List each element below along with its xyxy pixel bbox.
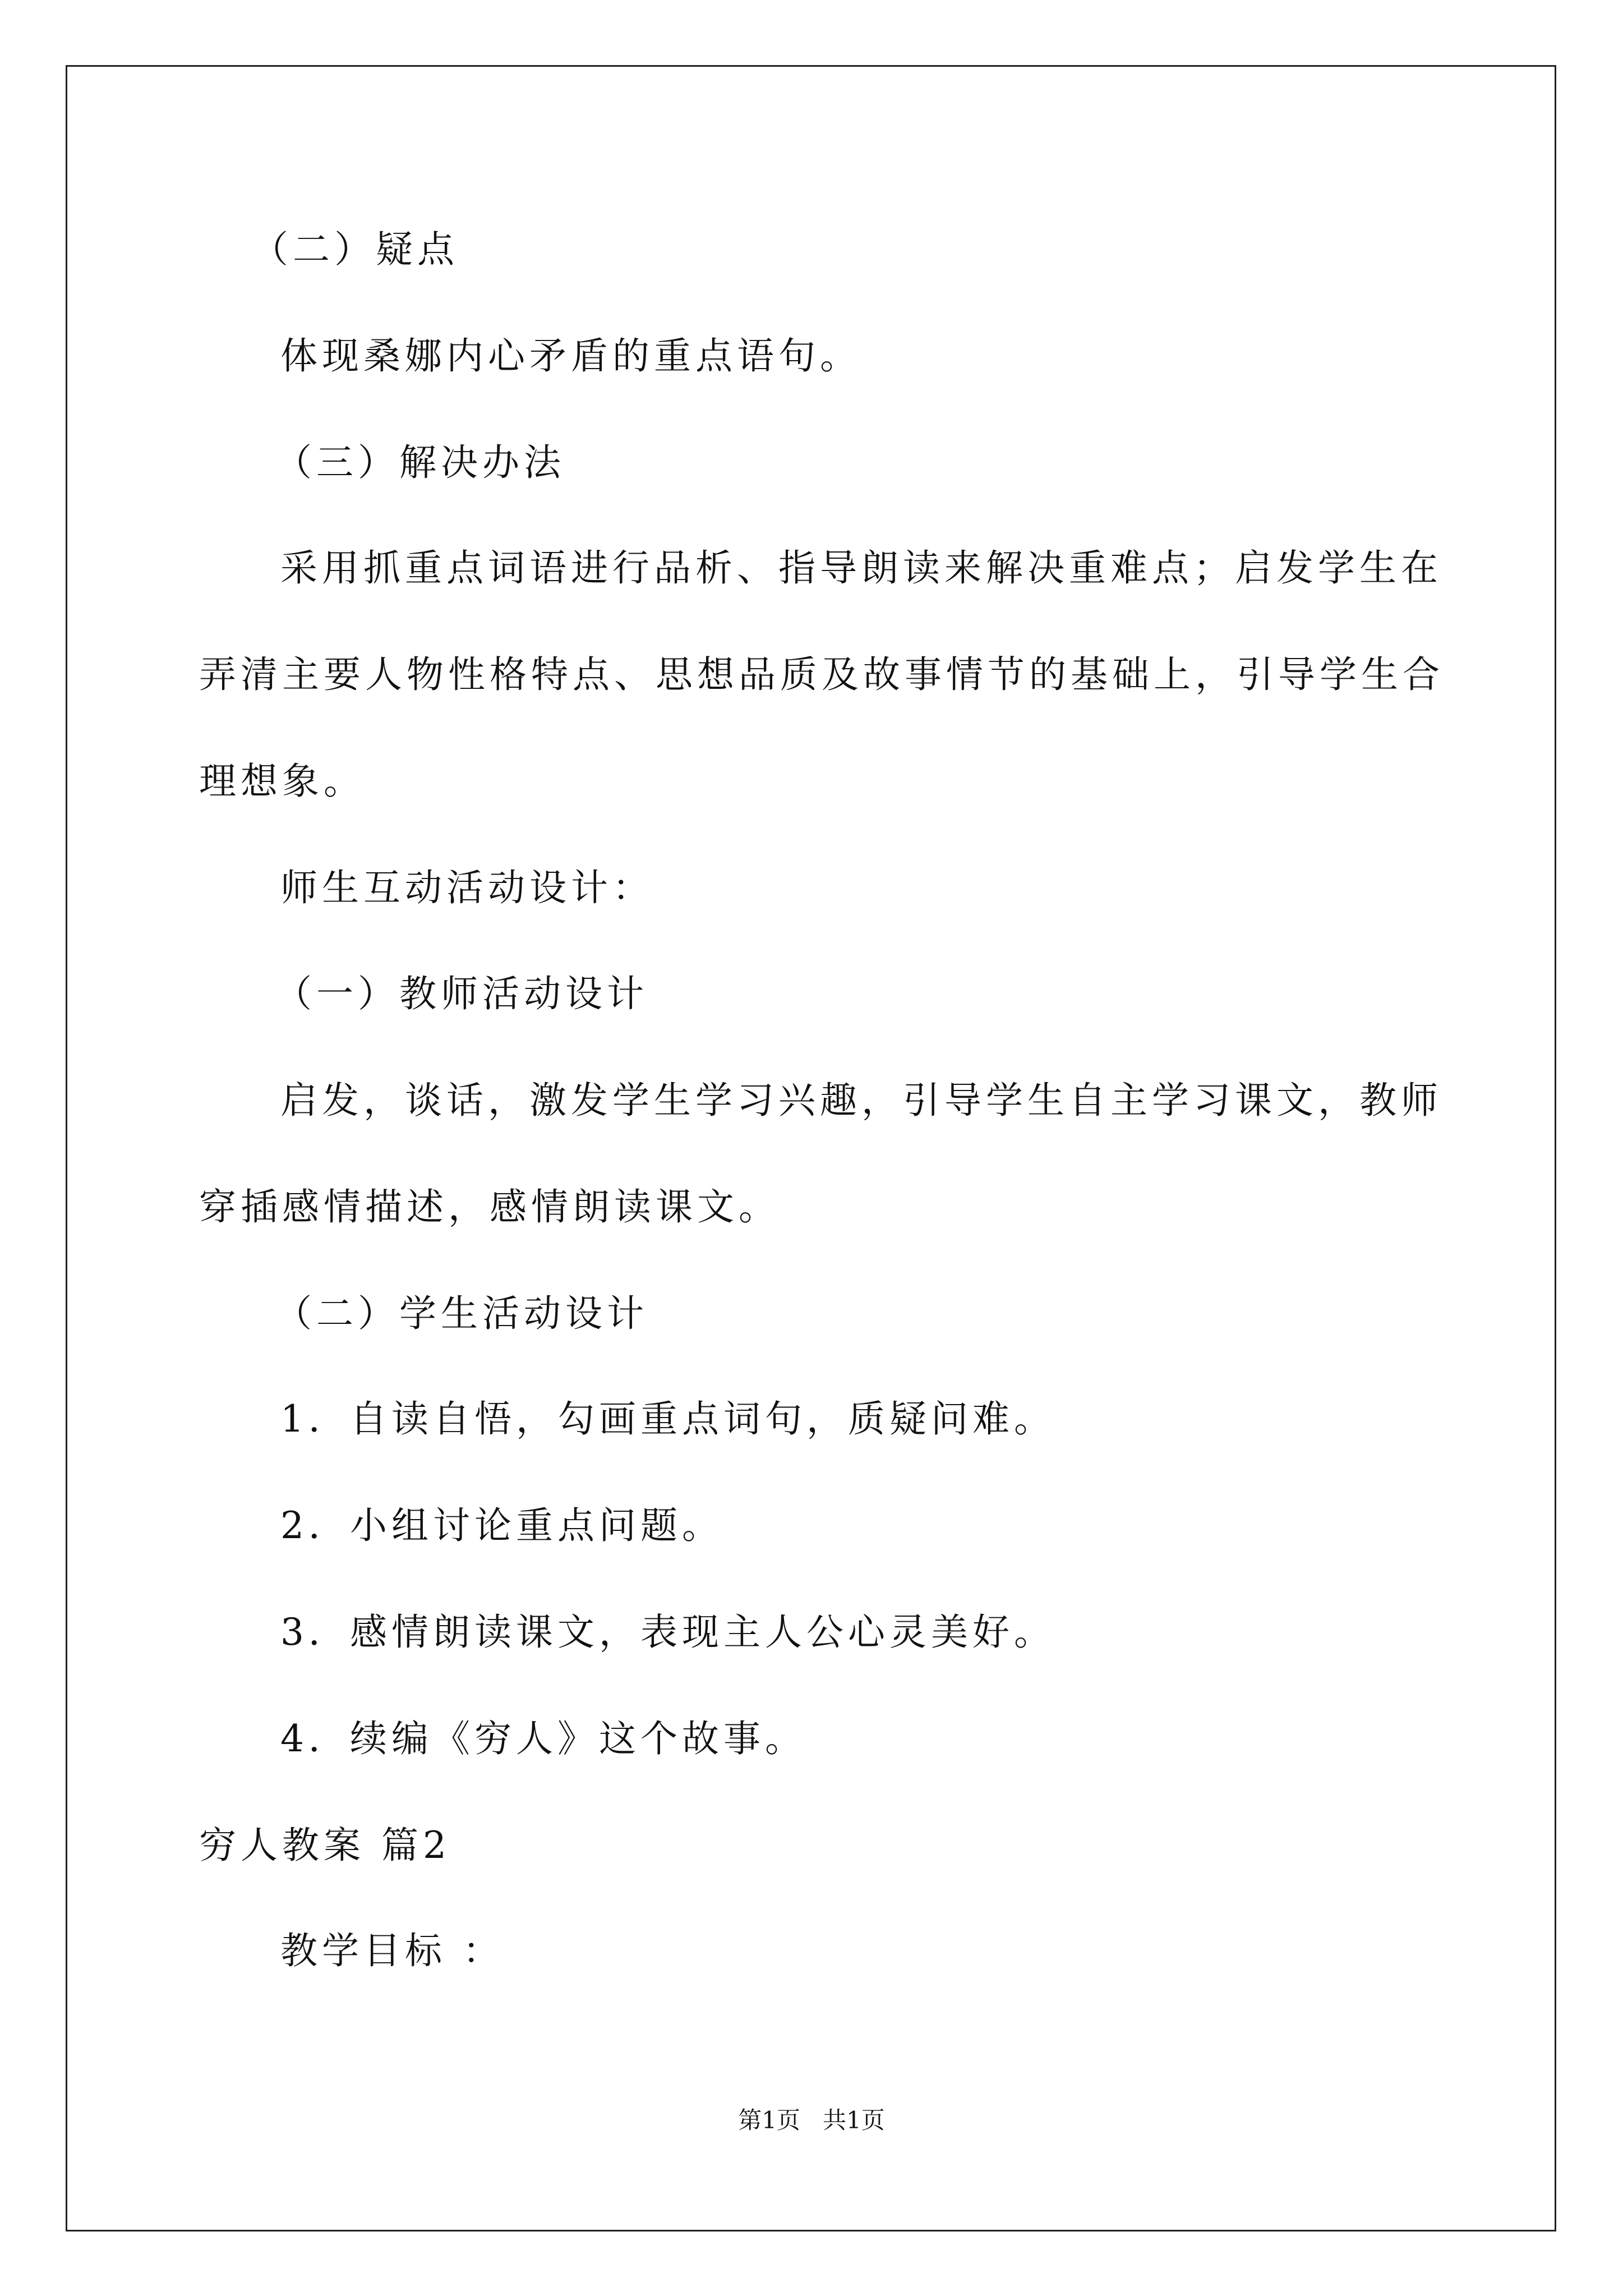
section-heading: （三）解决办法 xyxy=(275,441,565,484)
list-item: 4．续编《穷人》这个故事。 xyxy=(280,1717,806,1760)
document-subtitle: 穷人教案 篇2 xyxy=(199,1824,451,1867)
section-heading: （二）疑点 xyxy=(251,228,459,271)
paragraph-line: 穿插感情描述，感情朗读课文。 xyxy=(199,1185,780,1228)
paragraph-line: 师生互动活动设计： xyxy=(280,866,654,909)
page-border xyxy=(66,65,1556,2231)
paragraph-line: 启发，谈话，激发学生学习兴趣，引导学生自主学习课文，教师 xyxy=(280,1079,1442,1122)
paragraph-line: 理想象。 xyxy=(199,760,365,803)
paragraph-line: 体现桑娜内心矛盾的重点语句。 xyxy=(280,334,861,378)
list-item: 3．感情朗读课文，表现主人公心灵美好。 xyxy=(280,1611,1055,1654)
paragraph-line: 采用抓重点词语进行品析、指导朗读来解决重难点；启发学生在 xyxy=(280,546,1442,590)
list-item: 1．自读自悟，勾画重点词句，质疑问难。 xyxy=(280,1397,1055,1441)
paragraph-line: 弄清主要人物性格特点、思想品质及故事情节的基础上，引导学生合 xyxy=(199,653,1444,696)
page-footer: 第1页 共1页 xyxy=(738,2106,885,2134)
list-item: 2．小组讨论重点问题。 xyxy=(280,1504,723,1547)
section-heading: （二）学生活动设计 xyxy=(275,1292,648,1335)
paragraph-line: 教学目标 ： xyxy=(280,1929,504,1972)
section-heading: （一）教师活动设计 xyxy=(275,972,648,1015)
